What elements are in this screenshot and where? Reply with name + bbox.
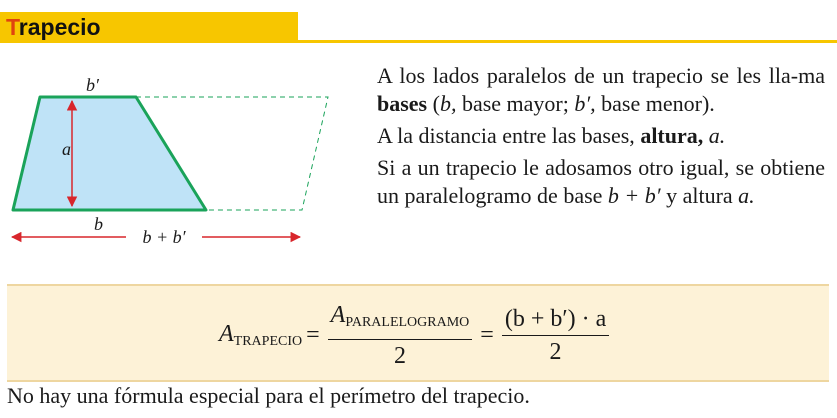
paragraph-height: A la distancia entre las bases, altura, a. (377, 123, 726, 148)
label-total-base: b + b′ (142, 227, 186, 247)
label-top-base: b′ (86, 75, 99, 95)
paragraph-bases: A los lados paralelos de un trapecio se les lla-ma bases (b, base mayor; b′, base menor). (377, 63, 825, 116)
title-initial: T (6, 14, 19, 40)
title-rest: rapecio (18, 14, 101, 40)
equals-sign-2: = (480, 321, 494, 348)
paragraph-parallelogram: Si a un trapecio le adosamos otro igual, se obtiene un paralelogramo de base b + b′ y altura a. (377, 155, 825, 208)
label-height: a (62, 139, 71, 159)
formula-box (7, 284, 829, 382)
section-title (6, 12, 101, 42)
header-rule (0, 40, 837, 43)
label-bottom-base: b (94, 214, 103, 234)
section-header (0, 0, 837, 48)
perimeter-note: No hay una fórmula especial para el perímetro del trapecio. (7, 383, 530, 408)
area-formula (219, 300, 613, 370)
fraction-parallelogram: $\frac{A_{PARALELOGRAMO}}{2}$ (328, 301, 473, 370)
trapezoid-diagram (0, 70, 340, 260)
trapezoid-shape (13, 97, 206, 210)
equals-sign: = (306, 321, 320, 348)
fraction-bases-height: $\frac{(b + b') \cdot a}{2}$ (502, 305, 609, 366)
explanation-text (377, 62, 825, 214)
formula-lhs: $A_{TRAPECIO}$ (219, 320, 303, 349)
